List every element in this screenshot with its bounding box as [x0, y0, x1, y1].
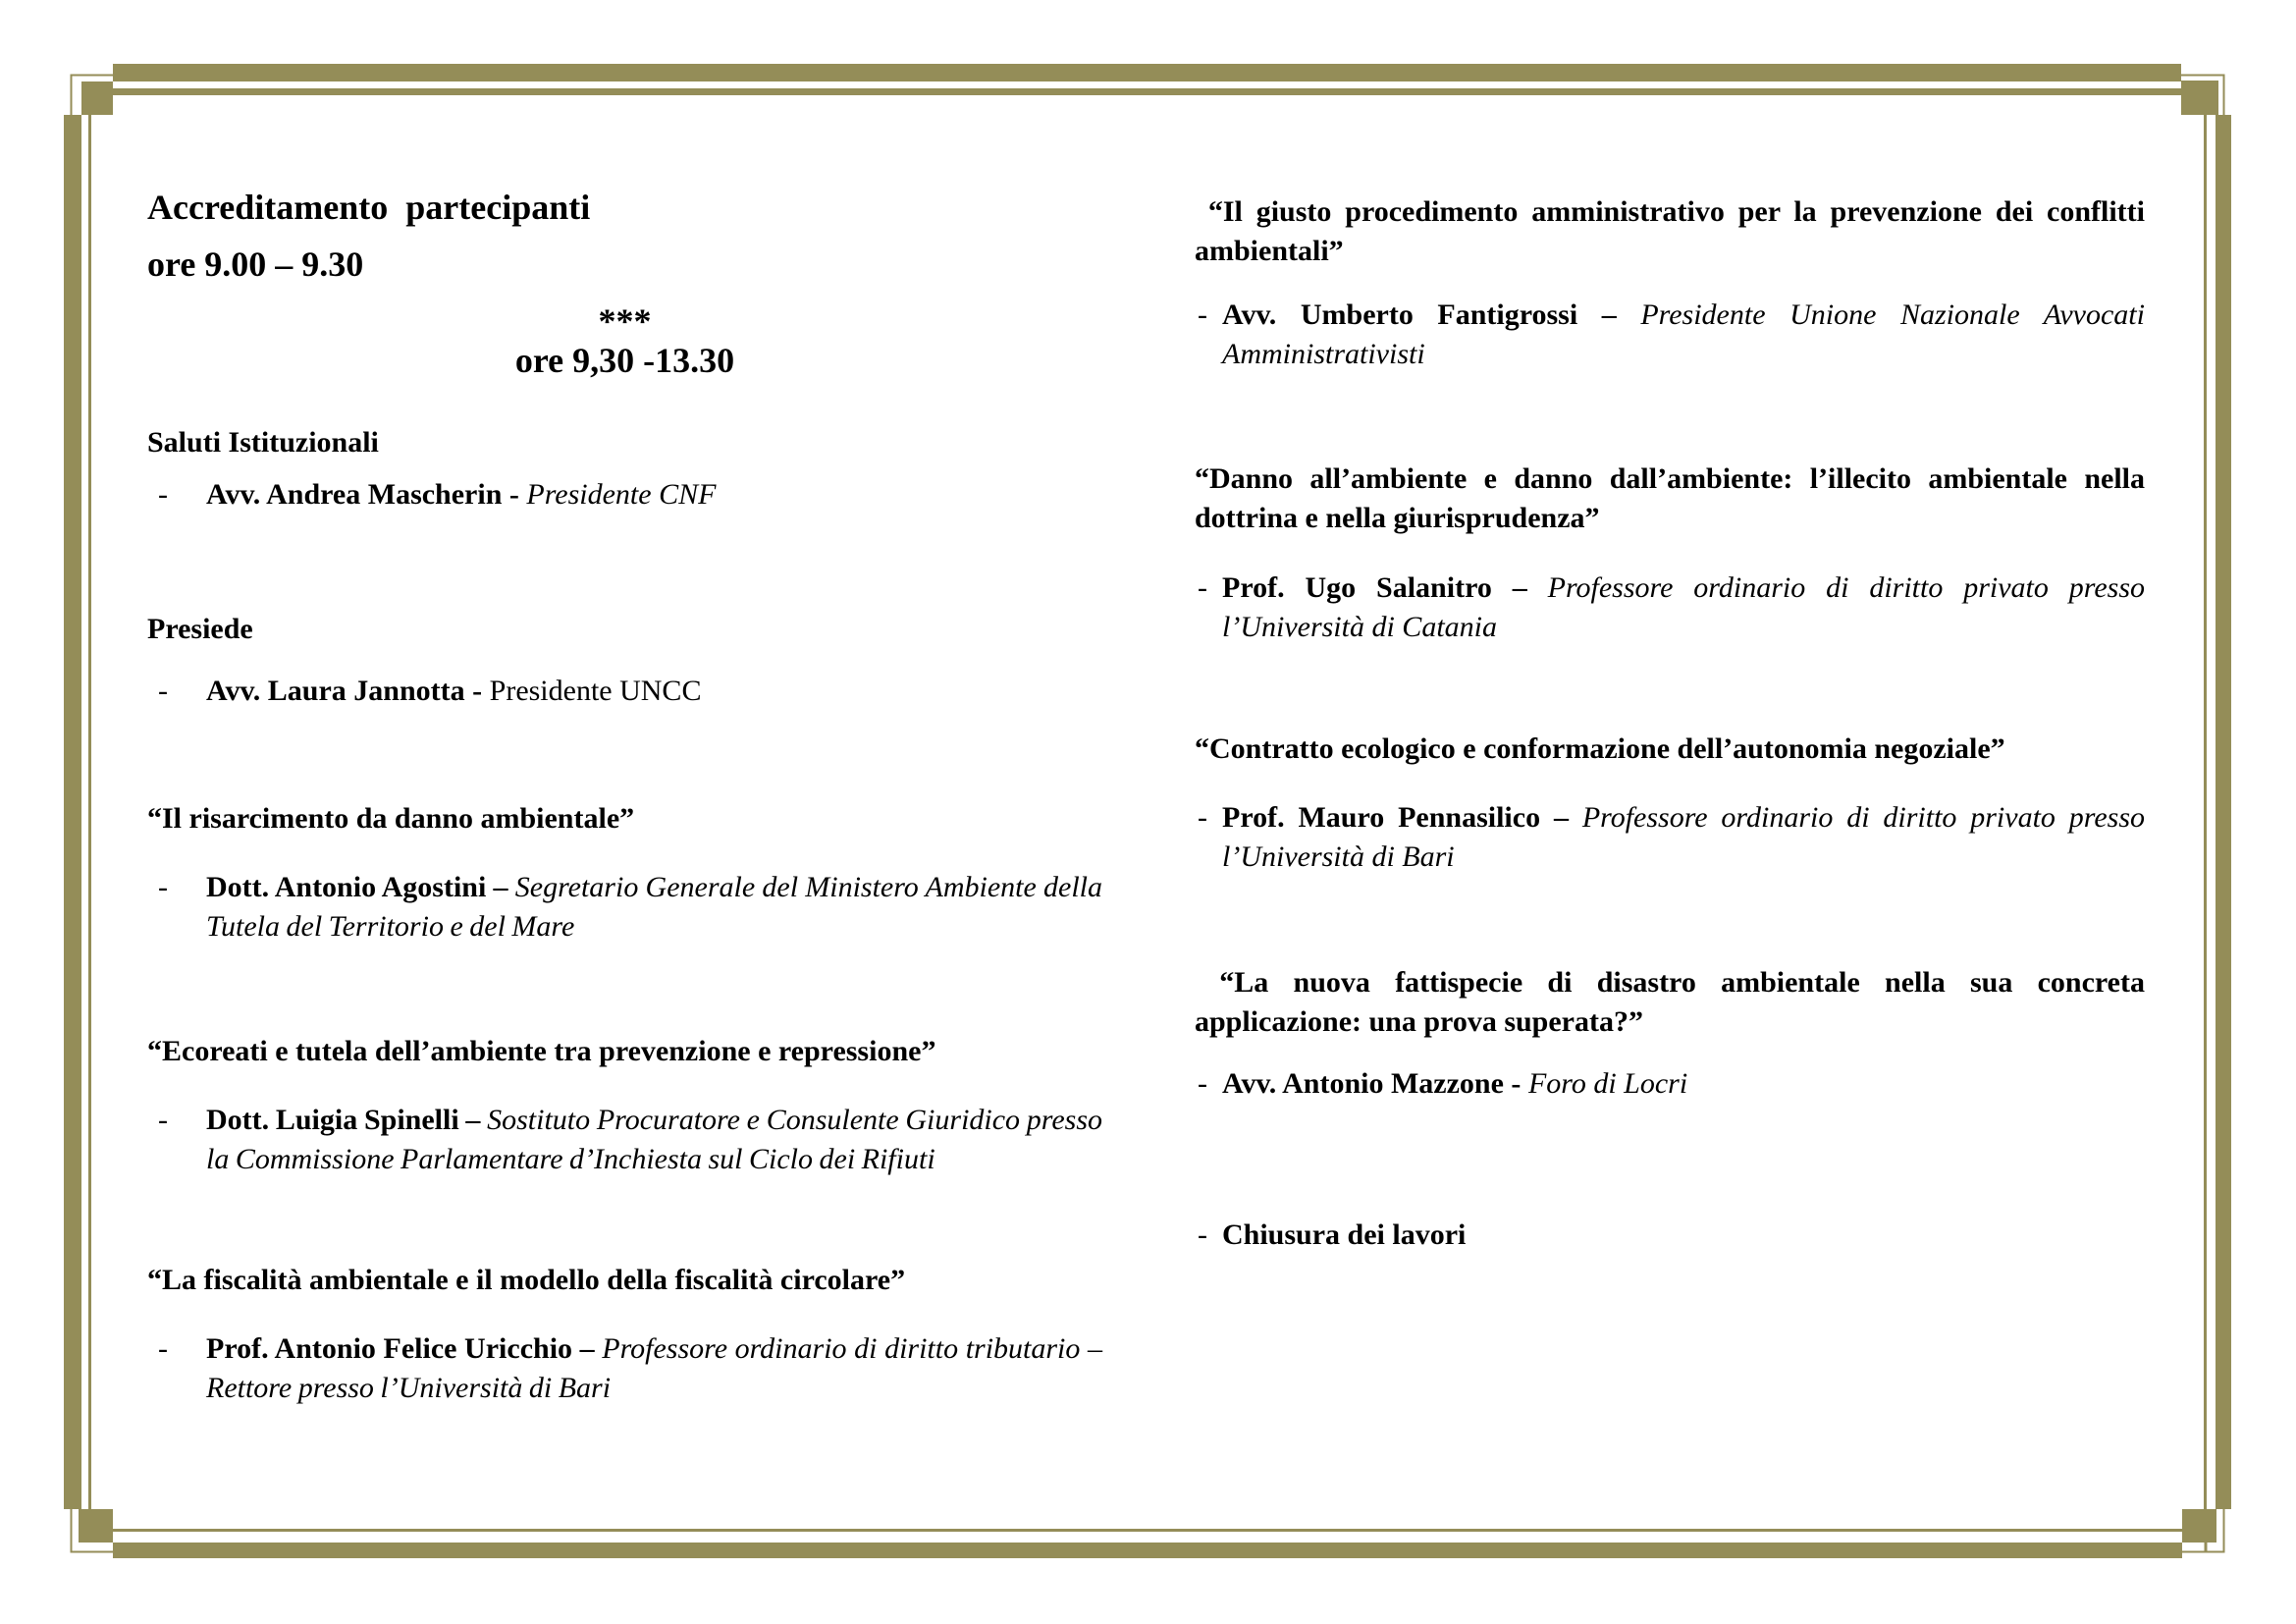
chair-heading: Presiede [147, 613, 253, 645]
bullet-dash: - [158, 675, 168, 707]
talk-title: “Contratto ecologico e conformazione dell’autonomia negoziale” [1195, 732, 2005, 765]
speaker-role: Presidente Unione Nazionale Avvocati Amministrativisti [1222, 298, 2145, 370]
talk-title: “La fiscalità ambientale e il modello della fiscalità circolare” [147, 1264, 906, 1296]
bullet-dash: - [1198, 1067, 1207, 1100]
speaker-role: Presidente UNCC [489, 675, 702, 707]
speaker-name: Avv. Antonio Mazzone - [1222, 1067, 1528, 1100]
speaker-role: Foro di Locri [1527, 1067, 1688, 1100]
speaker-name: Prof. Ugo Salanitro – [1222, 571, 1548, 604]
closing-item [1195, 1216, 2145, 1255]
registration-time: ore 9.00 – 9.30 [147, 244, 364, 284]
speaker-role: Segretario Generale del Ministero Ambiente della Tutela del Territorio e del Mare [206, 871, 1102, 943]
speaker-name: Dott. Antonio Agostini – [206, 871, 515, 903]
speaker-role: Professore ordinario di diritto privato presso l’Università di Catania [1222, 571, 2146, 643]
speaker-role: Professore ordinario di diritto tributario – Rettore presso l’Università di Bari [206, 1332, 1102, 1404]
speaker-item-jannotta [147, 672, 1102, 711]
bullet-dash: - [158, 478, 168, 511]
speaker-role: Professore ordinario di diritto privato presso l’Università di Bari [1222, 801, 2146, 873]
speaker-item-mazzone [1195, 1064, 2145, 1104]
talk-title: “Il risarcimento da danno ambientale” [147, 802, 635, 835]
bullet-dash: - [1198, 1218, 1207, 1251]
speaker-item-spinelli [147, 1101, 1102, 1179]
speaker-item-salanitro [1195, 568, 2145, 647]
talk-title: “Ecoreati e tutela dell’ambiente tra prevenzione e repressione” [147, 1035, 936, 1067]
registration-title: Accreditamento partecipanti [147, 188, 591, 227]
speaker-name: Prof. Antonio Felice Uricchio – [206, 1332, 603, 1365]
bullet-dash: - [158, 1104, 168, 1136]
speaker-item-fantigrossi [1195, 296, 2145, 374]
bullet-dash: - [1198, 801, 1207, 834]
bullet-dash: - [1198, 571, 1207, 604]
talk-title: “La nuova fattispecie di disastro ambientale nella sua concreta applicazione: una prova superata?” [1195, 966, 2145, 1038]
session-time: ore 9,30 -13.30 [514, 341, 735, 380]
speaker-name: Prof. Mauro Pennasilico – [1222, 801, 1582, 834]
speaker-name: Avv. Andrea Mascherin - [206, 478, 527, 511]
separator-asterisks: *** [598, 301, 652, 341]
speaker-item-mascherin [147, 475, 1102, 514]
speaker-role: Sostituto Procuratore e Consulente Giuridico presso la Commissione Parlamentare d’Inchiesta sul Ciclo dei Rifiuti [206, 1104, 1103, 1175]
speaker-name: Dott. Luigia Spinelli – [206, 1104, 488, 1136]
greetings-heading: Saluti Istituzionali [147, 426, 379, 459]
speaker-role: Presidente CNF [526, 478, 717, 511]
speaker-name: Avv. Laura Jannotta - [206, 675, 490, 707]
speaker-item-uricchio [147, 1329, 1102, 1408]
speaker-item-agostini [147, 868, 1102, 947]
bullet-dash: - [1198, 298, 1207, 331]
talk-title: “Danno all’ambiente e danno dall’ambiente: l’illecito ambientale nella dottrina e nella giurisprudenza” [1195, 462, 2145, 534]
closing-label: Chiusura dei lavori [1222, 1218, 1467, 1251]
talk-title: “Il giusto procedimento amministrativo per la prevenzione dei conflitti ambientali” [1195, 195, 2145, 267]
bullet-dash: - [158, 1332, 168, 1365]
bullet-dash: - [158, 871, 168, 903]
speaker-item-pennasilico [1195, 798, 2145, 877]
speaker-name: Avv. Umberto Fantigrossi – [1222, 298, 1641, 331]
